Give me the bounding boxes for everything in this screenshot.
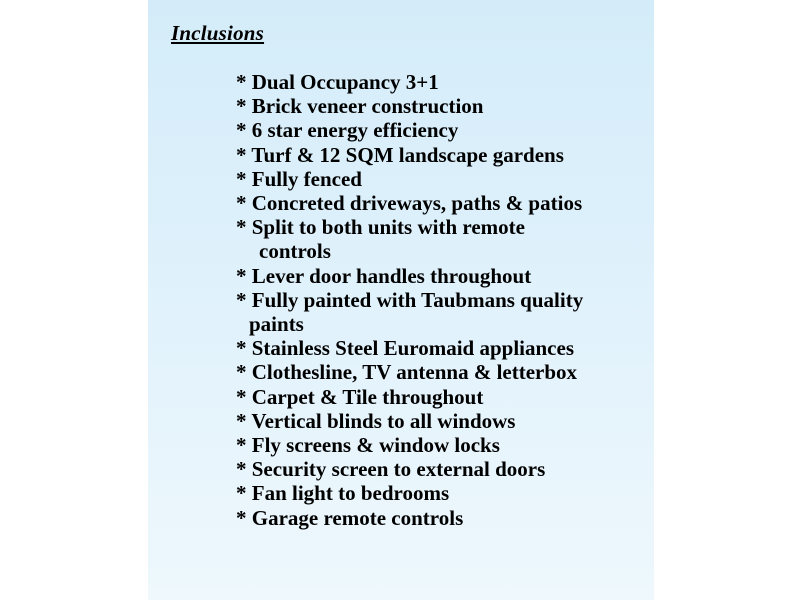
list-item-text: * 6 star energy efficiency bbox=[236, 118, 459, 143]
list-item bbox=[236, 360, 583, 384]
list-item-text: * Dual Occupancy 3+1 bbox=[236, 70, 439, 94]
list-item bbox=[236, 433, 583, 457]
list-item bbox=[236, 264, 583, 288]
list-item-text: * Lever door handles throughout bbox=[236, 263, 532, 288]
list-item bbox=[236, 409, 583, 433]
list-item-text: * Clothesline, TV antenna & letterbox bbox=[236, 360, 578, 385]
list-item-text: * Split to both units with remote bbox=[236, 215, 525, 240]
list-item-text: * Fan light to bedrooms bbox=[236, 481, 450, 506]
list-item-text: * Fully painted with Taubmans quality bbox=[236, 287, 584, 312]
list-item bbox=[236, 385, 583, 409]
list-item bbox=[236, 94, 583, 118]
list-item bbox=[236, 457, 583, 481]
list-item-text: * Fully fenced bbox=[236, 166, 362, 191]
list-item-text: * Carpet & Tile throughout bbox=[236, 384, 484, 409]
list-item-continuation: paints bbox=[249, 312, 304, 337]
list-item-text: * Security screen to external doors bbox=[236, 457, 546, 482]
list-item-text: * Concreted driveways, paths & patios bbox=[236, 191, 583, 216]
list-item-text: * Vertical blinds to all windows bbox=[236, 408, 516, 433]
inclusions-heading: Inclusions bbox=[171, 21, 265, 45]
inclusions-list bbox=[236, 70, 583, 530]
list-item bbox=[236, 288, 583, 336]
list-item-text: * Garage remote controls bbox=[236, 505, 464, 530]
inclusions-panel bbox=[148, 0, 654, 600]
list-item-continuation: controls bbox=[259, 239, 331, 264]
list-item-text: * Turf & 12 SQM landscape gardens bbox=[236, 142, 564, 167]
list-item-text: * Fly screens & window locks bbox=[236, 433, 500, 458]
list-item bbox=[236, 191, 583, 215]
list-item bbox=[236, 143, 583, 167]
list-item bbox=[236, 506, 583, 530]
list-item-text: * Stainless Steel Euromaid appliances bbox=[236, 336, 574, 361]
list-item bbox=[236, 481, 583, 505]
list-item bbox=[236, 336, 583, 360]
list-item bbox=[236, 118, 583, 142]
list-item bbox=[236, 167, 583, 191]
list-item bbox=[236, 215, 583, 263]
list-item-text: * Brick veneer construction bbox=[236, 94, 484, 119]
list-item bbox=[236, 70, 583, 94]
